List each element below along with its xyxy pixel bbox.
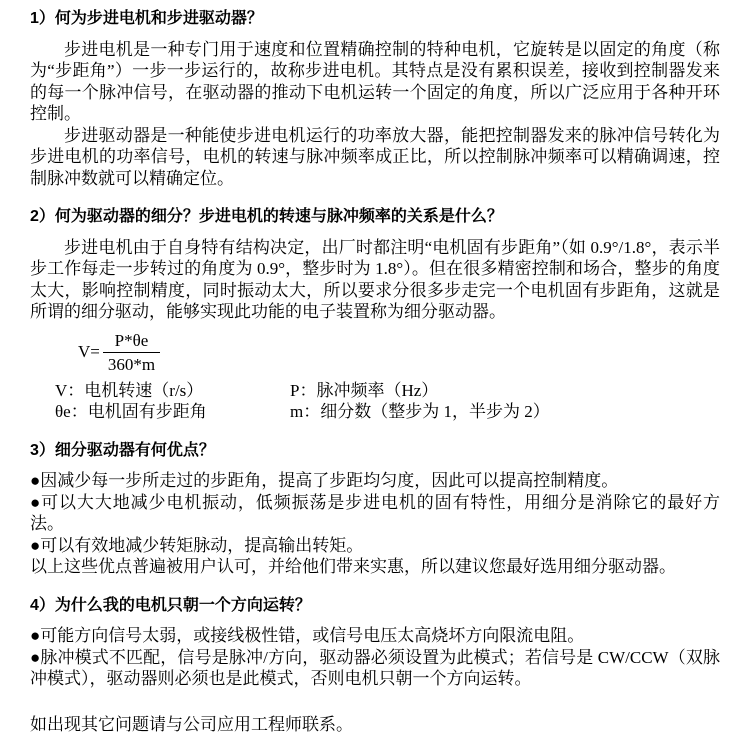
question-3-bullet-3: ●可以有效地减少转矩脉动，提高输出转矩。: [30, 535, 720, 557]
speed-formula: [78, 331, 720, 374]
question-2-heading: 2）何为驱动器的细分？步进电机的转速与脉冲频率的关系是什么？: [30, 206, 720, 228]
question-4-heading: 4）为什么我的电机只朝一个方向运转？: [30, 595, 720, 617]
question-1-paragraph-2: 步进驱动器是一种能使步进电机运行的功率放大器，能把控制器发来的脉冲信号转化为步进电机的功率信号，电机的转速与脉冲频率成正比，所以控制脉冲频率可以精确调速，控制脉冲数就可以精确定位。: [30, 125, 720, 190]
formula-numerator: P*θe: [103, 331, 160, 353]
question-2-paragraph-1: 步进电机由于自身特有结构决定，出厂时都注明“电机固有步距角”（如 0.9°/1.8°，表示半步工作每走一步转过的角度为 0.9°，整步时为 1.8°）。但在很多精密控制和场合，整步的角度太大，影响控制精度，同时振动太大，所以要求分很多步走完一个电机固有步距角，这就是所谓的细分驱动，能够实现此功能的电子装置称为细分驱动器。: [30, 237, 720, 323]
formula-fraction: [103, 331, 160, 374]
legend-theta-definition: θe：电机固有步距角: [55, 401, 290, 423]
question-3-bullet-1: ●因减少每一步所走过的步距角，提高了步距均匀度，因此可以提高控制精度。: [30, 470, 720, 492]
legend-row-1: [30, 380, 720, 402]
formula-legend: [30, 380, 720, 423]
legend-row-2: [30, 401, 720, 423]
legend-m-definition: m：细分数（整步为 1，半步为 2）: [290, 401, 720, 423]
question-3-heading: 3）细分驱动器有何优点？: [30, 440, 720, 462]
formula-denominator: 360*m: [103, 353, 160, 374]
question-4-bullet-1: ●可能方向信号太弱，或接线极性错，或信号电压太高烧坏方向限流电阻。: [30, 625, 720, 647]
question-4-bullet-2: ●脉冲模式不匹配，信号是脉冲/方向，驱动器必须设置为此模式；若信号是 CW/CCW（双脉冲模式），驱动器则必须也是此模式，否则电机只朝一个方向运转。: [30, 647, 720, 690]
formula-lhs: V=: [78, 341, 100, 363]
question-1-paragraph-1: 步进电机是一种专门用于速度和位置精确控制的特种电机，它旋转是以固定的角度（称为“步距角”）一步一步运行的，故称步进电机。其特点是没有累积误差，接收到控制器发来的每一个脉冲信号，在驱动器的推动下电机运转一个固定的角度，所以广泛应用于各种开环控制。: [30, 39, 720, 125]
question-3-bullet-2: ●可以大大地减少电机振动，低频振荡是步进电机的固有特性，用细分是消除它的最好方法。: [30, 492, 720, 535]
question-1-heading: 1）何为步进电机和步进驱动器？: [30, 8, 720, 30]
contact-note: 如出现其它问题请与公司应用工程师联系。: [30, 714, 720, 735]
legend-v-definition: V：电机转速（r/s）: [55, 380, 290, 402]
question-3-summary: 以上这些优点普遍被用户认可，并给他们带来实惠，所以建议您最好选用细分驱动器。: [30, 556, 720, 578]
legend-p-definition: P：脉冲频率（Hz）: [290, 380, 720, 402]
